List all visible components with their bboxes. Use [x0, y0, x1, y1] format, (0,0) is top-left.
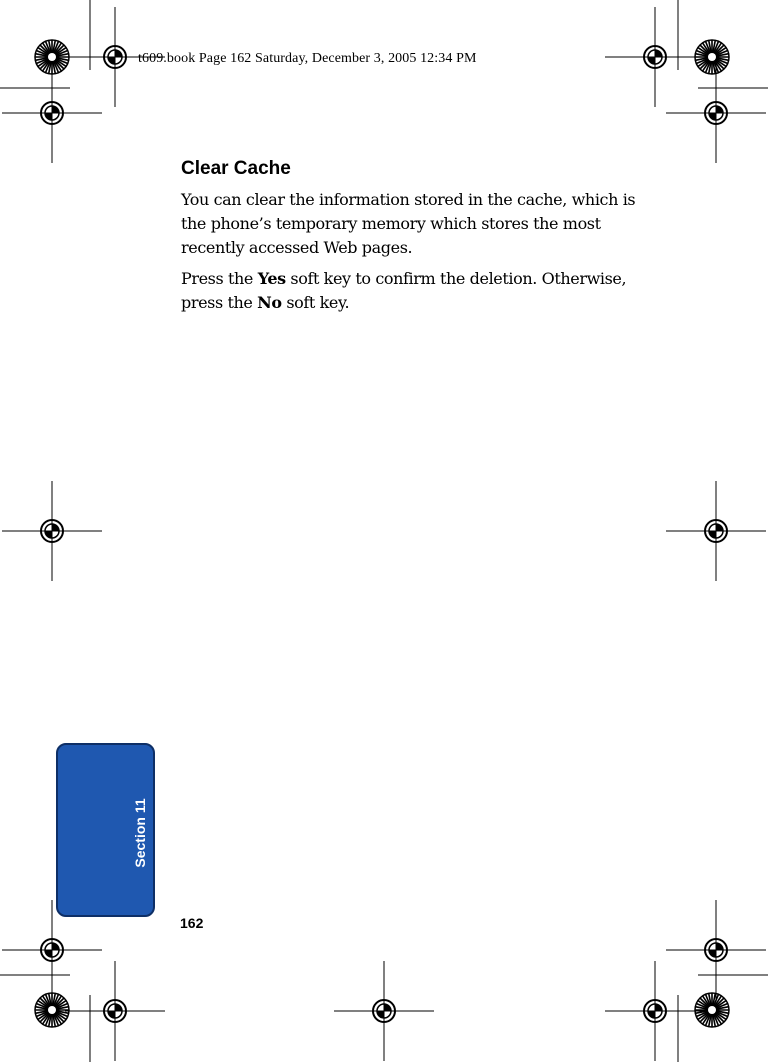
crosshair-registration-icon — [666, 900, 766, 1000]
page-number: 162 — [180, 915, 204, 931]
crosshair-registration-icon — [666, 63, 766, 163]
crosshair-registration-icon — [605, 961, 705, 1061]
section-heading: Clear Cache — [181, 158, 291, 179]
print-info-header: t609.book Page 162 Saturday, December 3, 2005 12:34 PM — [138, 51, 477, 66]
description-paragraph: You can clear the information stored in the cache, which is the phone’s temporary memory which stores the most recently accessed Web pages. — [181, 190, 636, 257]
instruction-text: Press the — [181, 269, 258, 288]
crosshair-registration-icon — [2, 481, 102, 581]
crosshair-registration-icon — [2, 63, 102, 163]
no-key-label: No — [257, 293, 282, 312]
instruction-paragraph — [181, 267, 646, 315]
main-content — [181, 158, 646, 322]
starburst-registration-icon — [695, 993, 729, 1027]
crosshair-registration-icon — [605, 7, 705, 107]
crosshair-registration-icon — [65, 961, 165, 1061]
crosshair-registration-icon — [334, 961, 434, 1061]
crosshair-registration-icon — [666, 481, 766, 581]
instruction-text: soft key to confirm the deletion. Otherwise, press the — [181, 269, 627, 312]
yes-key-label: Yes — [257, 269, 286, 288]
instruction-text: soft key. — [281, 293, 350, 312]
section-tab-label: Section 11 — [132, 798, 148, 868]
